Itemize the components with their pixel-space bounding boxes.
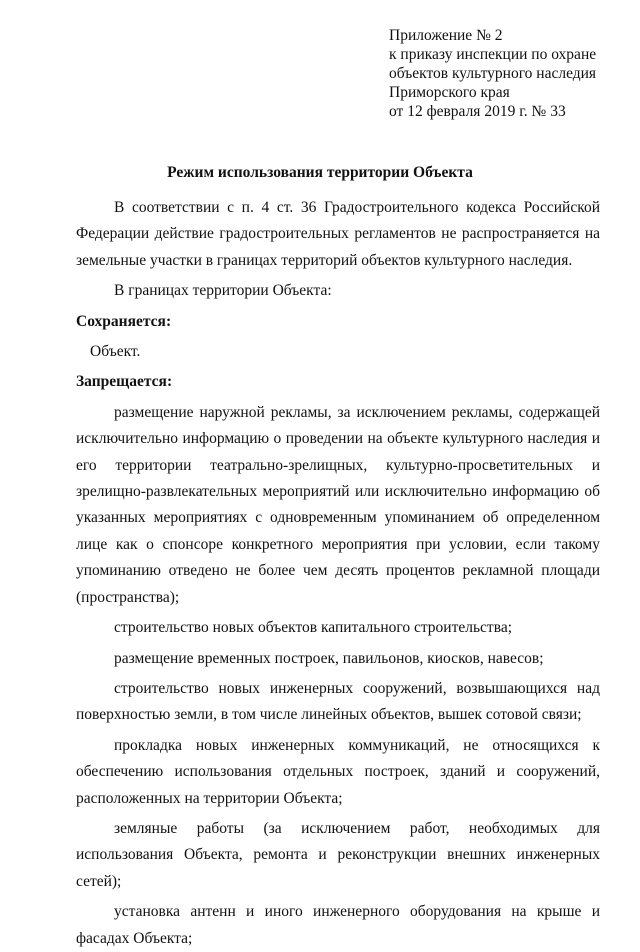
prohibited-item-advertising: размещение наружной рекламы, за исключением рекламы, содержащей исключительно информацию о проведении на объекте культурного наследия и его территории театрально-зрелищных, культурно-просветительных и зрелищно-развлекательных мероприятий или исключительно информацию об указанных мероприятиях с одновременным упоминанием об определенном лице как о спонсоре конкретного мероприятия при условии, если такому упоминанию отведено не более чем десять процентов рекламной площади (пространства); xyxy=(76,403,600,606)
prohibited-item-earthworks: земляные работы (за исключением работ, необходимых для использования Объекта, ремонта и реконструкции внешних инженерных сетей); xyxy=(76,819,600,890)
appendix-date: от 12 февраля 2019 г. № 33 xyxy=(389,103,566,120)
appendix-order-ref-2: объектов культурного наследия xyxy=(389,65,597,82)
appendix-order-ref: к приказу инспекции по охране xyxy=(389,46,597,63)
prohibited-item-antennas: установка антенн и иного инженерного оборудования на крыше и фасадах Объекта; xyxy=(76,903,600,947)
preserved-heading: Сохраняется: xyxy=(76,312,172,330)
prohibited-item-temporary-buildings: размещение временных построек, павильонов, киосков, навесов; xyxy=(114,649,544,667)
intro-paragraph: В соответствии с п. 4 ст. 36 Градостроительного кодекса Российской Федерации действие градостроительных регламентов не распространяется на земельные участки в границах территорий объектов культурного наследия. xyxy=(76,199,600,269)
prohibited-item-engineering-structures: строительство новых инженерных сооружений, возвышающихся над поверхностью земли, в том числе линейных объектов, вышек сотовой связи; xyxy=(76,679,600,724)
within-paragraph: В границах территории Объекта: xyxy=(114,282,332,300)
prohibited-item-utilities: прокладка новых инженерных коммуникаций, не относящихся к обеспечению использования отдельных построек, зданий и сооружений, расположенных на территории Объекта; xyxy=(76,736,600,807)
appendix-number: Приложение № 2 xyxy=(389,27,503,44)
document-body xyxy=(76,195,600,952)
document-title: Режим использования территории Объекта xyxy=(167,164,473,181)
appendix-block xyxy=(389,26,629,121)
preserved-item: Объект. xyxy=(90,343,141,361)
prohibited-heading: Запрещается: xyxy=(76,373,173,391)
appendix-region: Приморского края xyxy=(389,84,510,101)
prohibited-item-construction: строительство новых объектов капитального строительства; xyxy=(114,619,513,637)
